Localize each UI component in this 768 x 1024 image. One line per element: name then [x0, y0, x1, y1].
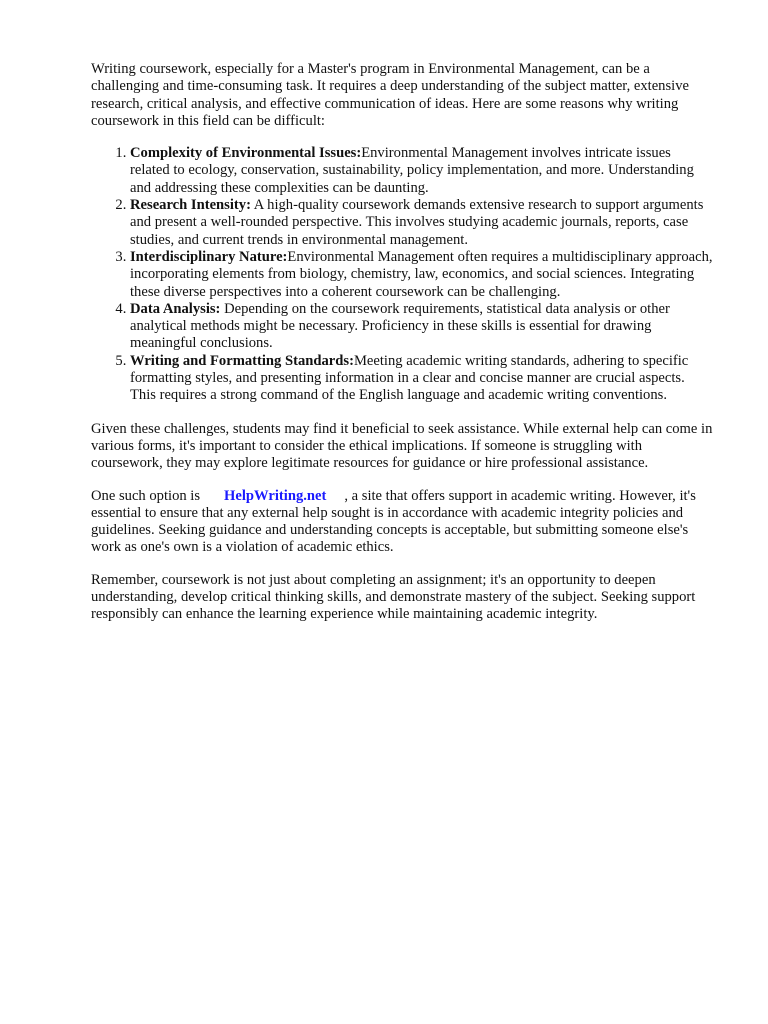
challenges-paragraph: Given these challenges, students may find it beneficial to seek assistance. While external help can come in various forms, it's important to consider the ethical implications. If someone is struggling with coursework, they may explore legitimate resources for guidance or hire professional assistance. [91, 420, 713, 472]
reason-title: Data Analysis: [130, 300, 221, 317]
intro-paragraph: Writing coursework, especially for a Master's program in Environmental Management, can be a challenging and time-consuming task. It requires a deep understanding of the subject matter, extensive research, critical analysis, and effective communication of ideas. Here are some reasons why writing coursework in this field can be difficult: [91, 61, 689, 129]
list-item [130, 301, 714, 353]
list-item [130, 249, 714, 301]
reasons-list [91, 145, 714, 404]
reason-title: Writing and Formatting Standards: [130, 352, 354, 369]
option-suffix: , a site that offers support in academic writing. However, it's essential to ensure that any external help sought is in accordance with academic integrity policies and guidelines. Seeking guidance and understanding concepts is acceptable, but submitting someone else's work as one's own is a violation of academic ethics. [91, 487, 696, 556]
list-item [130, 353, 714, 405]
list-item [130, 145, 714, 197]
reason-text: A high-quality coursework demands extensive research to support arguments and present a well-rounded perspective. This involves studying academic journals, reports, case studies, and current trends in environmental management. [130, 197, 704, 248]
reason-text: Meeting academic writing standards, adhering to specific formatting styles, and presenting information in a clear and concise manner are crucial aspects. This requires a strong command of the English language and academic writing conventions. [130, 352, 689, 404]
reason-text: Depending on the coursework requirements, statistical data analysis or other analytical methods might be necessary. Proficiency in these skills is essential for drawing meaningful conclusions. [130, 300, 670, 352]
reason-title: Interdisciplinary Nature: [130, 248, 288, 265]
reason-title: Complexity of Environmental Issues: [130, 145, 362, 162]
helpwriting-link[interactable]: HelpWriting.net [224, 487, 327, 504]
reason-text: Environmental Management often requires a multidisciplinary approach, incorporating elements from biology, chemistry, law, economics, and social sciences. Integrating these diverse perspectives into a coherent coursework can be challenging. [130, 248, 713, 300]
list-item [130, 197, 714, 249]
option-prefix: One such option is [91, 487, 201, 504]
option-paragraph [91, 488, 714, 557]
reason-title: Research Intensity: [130, 197, 251, 214]
conclusion-paragraph: Remember, coursework is not just about completing an assignment; it's an opportunity to deepen understanding, develop critical thinking skills, and demonstrate mastery of the subject. Seeking support responsibly can enhance the learning experience while maintaining academic integrity. [91, 571, 696, 623]
reason-text: Environmental Management involves intricate issues related to ecology, conservation, sustainability, policy implementation, and more. Understanding and addressing these complexities can be daunting. [130, 145, 694, 196]
